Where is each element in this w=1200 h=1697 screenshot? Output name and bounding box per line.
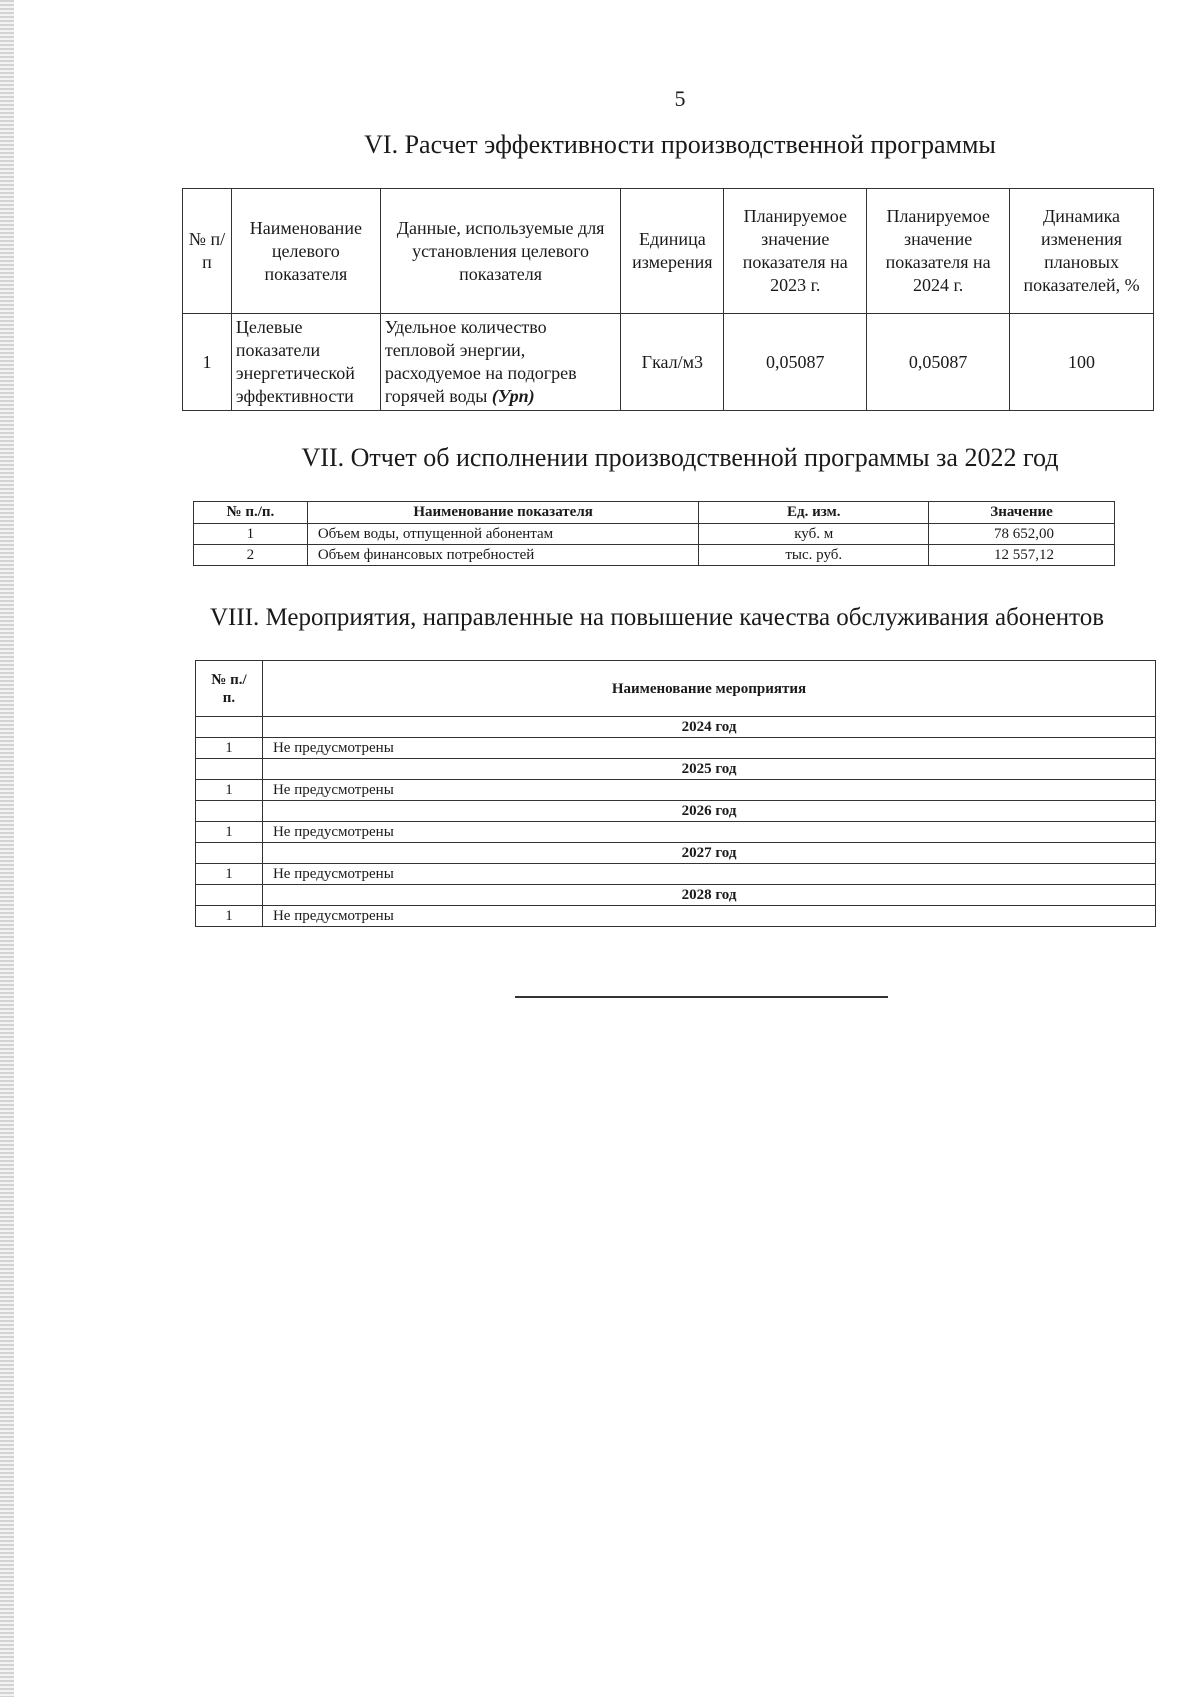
- table-row: [196, 864, 1156, 885]
- year-row: [196, 843, 1156, 864]
- cell-unit: Гкал/м3: [621, 314, 724, 411]
- efficiency-table: [182, 188, 1154, 411]
- header-num: № п./п.: [196, 661, 263, 717]
- cell-unit: куб. м: [699, 524, 929, 545]
- header-dynamics: Динамика изменения плановых показателей, %: [1010, 189, 1154, 314]
- cell-indicator-data: [380, 314, 621, 411]
- cell-value: 12 557,12: [929, 545, 1115, 566]
- table-row: [194, 545, 1115, 566]
- cell-num: 2: [194, 545, 308, 566]
- table-row: [196, 822, 1156, 843]
- header-num: № п/п: [183, 189, 232, 314]
- year-num-cell: [196, 885, 263, 906]
- cell-measure: Не предусмотрены: [262, 864, 1155, 885]
- header-indicator-name: Наименование показателя: [307, 502, 699, 524]
- cell-num: 1: [196, 780, 263, 801]
- table-row: [194, 524, 1115, 545]
- year-label: 2028 год: [262, 885, 1155, 906]
- cell-measure: Не предусмотрены: [262, 780, 1155, 801]
- cell-indicator-name: Объем финансовых потребностей: [307, 545, 699, 566]
- table-header-row: [183, 189, 1154, 314]
- header-indicator-name: Наименование целевого показателя: [231, 189, 380, 314]
- cell-dynamics: 100: [1010, 314, 1154, 411]
- year-num-cell: [196, 717, 263, 738]
- cell-num: 1: [196, 822, 263, 843]
- year-label: 2024 год: [262, 717, 1155, 738]
- cell-num: 1: [196, 864, 263, 885]
- measures-table: [195, 660, 1156, 927]
- cell-indicator-name: Целевые показатели энергетической эффективности: [231, 314, 380, 411]
- year-label: 2025 год: [262, 759, 1155, 780]
- indicator-data-text: Удельное количество тепловой энергии, расходуемое на подогрев горячей воды: [384, 317, 577, 406]
- year-num-cell: [196, 801, 263, 822]
- table-header-row: [196, 661, 1156, 717]
- header-plan-2024: Планируемое значение показателя на 2024 г.: [867, 189, 1010, 314]
- table-row: [196, 780, 1156, 801]
- cell-measure: Не предусмотрены: [262, 822, 1155, 843]
- indicator-symbol: (Урп): [491, 386, 535, 406]
- section-6-title: VI. Расчет эффективности производственной программы: [364, 130, 996, 159]
- table-header-row: [194, 502, 1115, 524]
- cell-plan-2024: 0,05087: [867, 314, 1010, 411]
- year-row: [196, 717, 1156, 738]
- header-plan-2023: Планируемое значение показателя на 2023 г.: [724, 189, 867, 314]
- cell-num: 1: [196, 906, 263, 927]
- scan-edge-strip: [0, 0, 14, 1697]
- cell-plan-2023: 0,05087: [724, 314, 867, 411]
- header-unit: Единица измерения: [621, 189, 724, 314]
- header-value: Значение: [929, 502, 1115, 524]
- cell-measure: Не предусмотрены: [262, 906, 1155, 927]
- cell-num: 1: [194, 524, 308, 545]
- header-measure-name: Наименование мероприятия: [262, 661, 1155, 717]
- section-7-title: VII. Отчет об исполнении производственной программы за 2022 год: [301, 443, 1059, 472]
- page-number: 5: [674, 86, 686, 111]
- table-row: [196, 906, 1156, 927]
- table-row: [196, 738, 1156, 759]
- year-row: [196, 759, 1156, 780]
- end-divider-line: [515, 996, 888, 998]
- year-num-cell: [196, 759, 263, 780]
- year-row: [196, 885, 1156, 906]
- cell-num: 1: [183, 314, 232, 411]
- year-num-cell: [196, 843, 263, 864]
- year-row: [196, 801, 1156, 822]
- cell-value: 78 652,00: [929, 524, 1115, 545]
- year-label: 2027 год: [262, 843, 1155, 864]
- year-label: 2026 год: [262, 801, 1155, 822]
- header-num: № п./п.: [194, 502, 308, 524]
- report-table: [193, 501, 1115, 566]
- cell-unit: тыс. руб.: [699, 545, 929, 566]
- section-8-title: VIII. Мероприятия, направленные на повышение качества обслуживания абонентов: [210, 604, 1105, 631]
- cell-num: 1: [196, 738, 263, 759]
- header-indicator-data: Данные, используемые для установления целевого показателя: [380, 189, 621, 314]
- table-row: [183, 314, 1154, 411]
- header-unit: Ед. изм.: [699, 502, 929, 524]
- cell-measure: Не предусмотрены: [262, 738, 1155, 759]
- cell-indicator-name: Объем воды, отпущенной абонентам: [307, 524, 699, 545]
